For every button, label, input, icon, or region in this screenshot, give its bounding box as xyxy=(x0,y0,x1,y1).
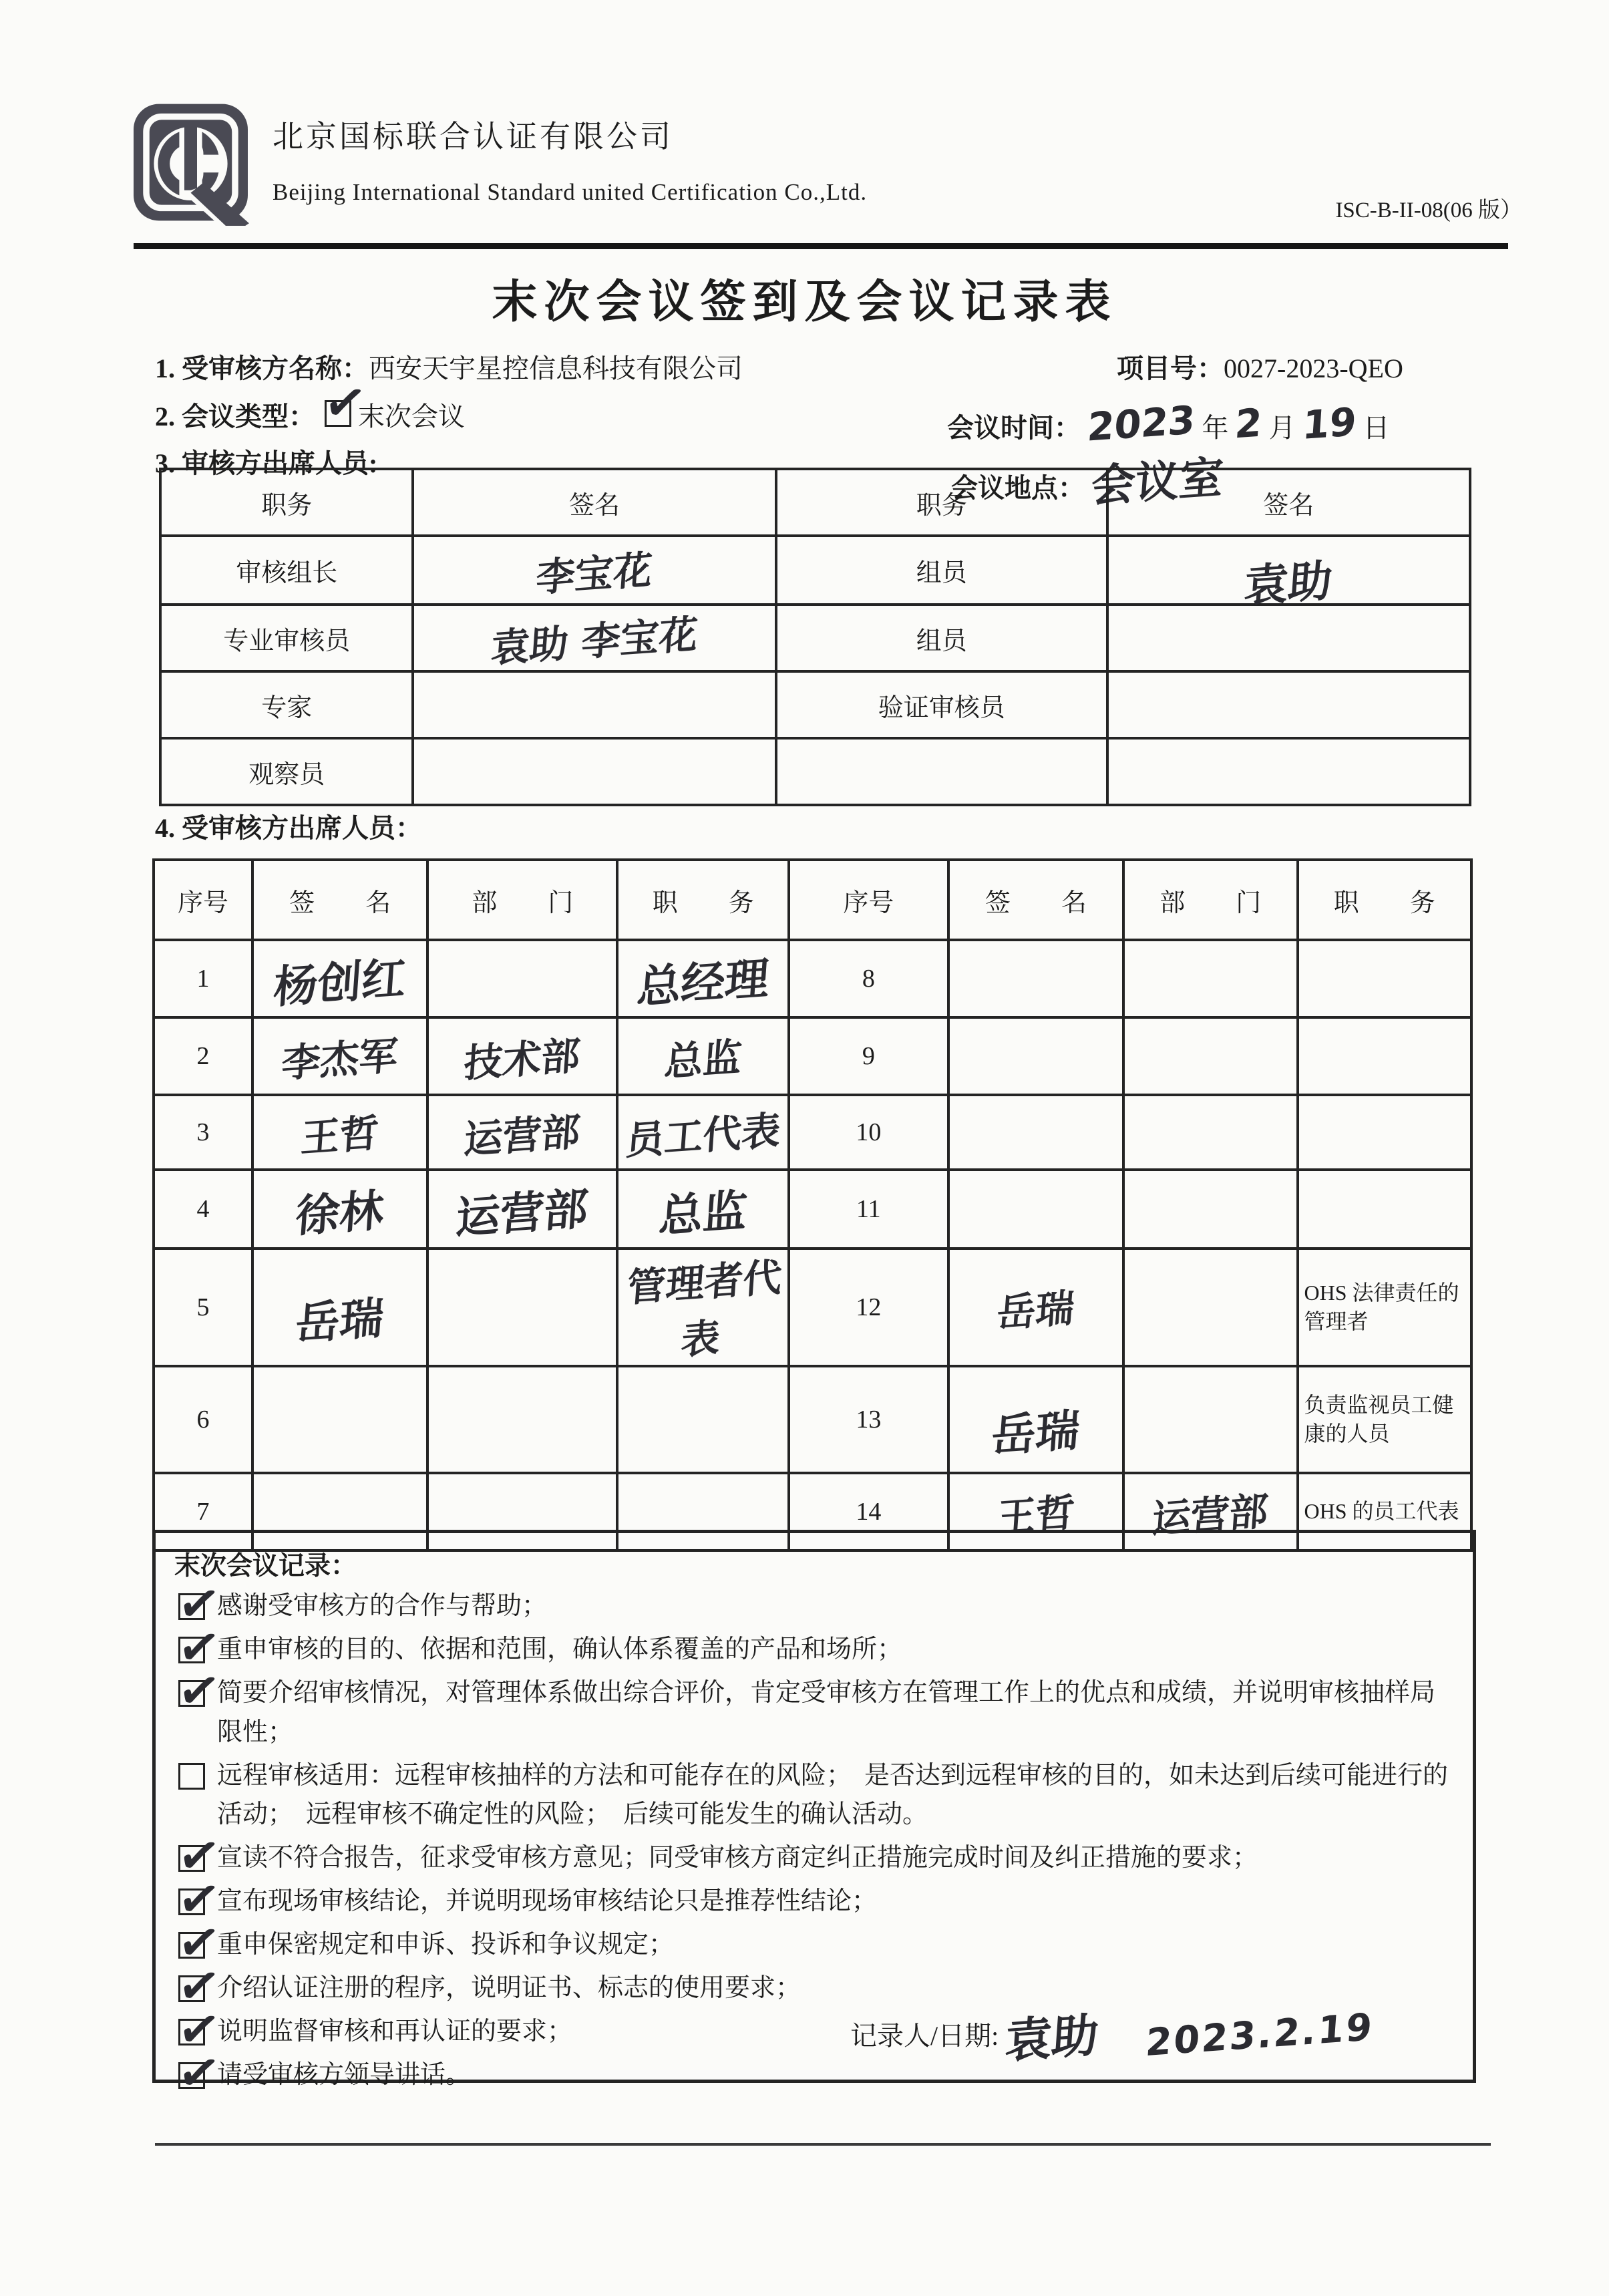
role-cell: 组员 xyxy=(776,536,1107,605)
job-cell: OHS 的员工代表 xyxy=(1298,1473,1471,1550)
signature-cell xyxy=(252,940,427,1017)
department-cell xyxy=(1123,1170,1297,1249)
record-title: 末次会议记录： xyxy=(174,1552,357,1581)
table-row xyxy=(154,1095,1471,1170)
table-row xyxy=(154,1170,1471,1249)
page-title: 末次会议签到及会议记录表 xyxy=(492,277,1117,327)
record-item-text: 宣读不符合报告，征求受审核方意见；同受审核方商定纠正措施完成时间及纠正措施的要求； xyxy=(217,1844,1258,1872)
auditee-attendees-heading: 4. 受审核方出席人员： xyxy=(155,813,422,843)
meeting-place-label: 会议地点： xyxy=(951,473,1085,503)
no-cell: 10 xyxy=(789,1095,948,1170)
col-no: 序号 xyxy=(789,860,948,940)
company-name-cn: 北京国标联合认证有限公司 xyxy=(273,120,673,154)
signature-handwriting: 王哲 xyxy=(995,1489,1076,1541)
project-no-line xyxy=(1117,347,1403,385)
record-checkbox xyxy=(178,1763,205,1790)
department-cell xyxy=(1123,940,1297,1017)
auditee-attendee-table xyxy=(152,858,1473,1552)
signature-cell xyxy=(413,605,775,671)
record-checkbox xyxy=(178,1680,205,1707)
department-cell xyxy=(427,1366,617,1473)
role-cell: 审核组长 xyxy=(160,536,413,605)
signature-cell xyxy=(1107,605,1470,671)
no-cell: 9 xyxy=(789,1017,948,1095)
audit-attendees-label: 3. 审核方出席人员: xyxy=(155,448,378,478)
signature-cell xyxy=(1107,536,1470,613)
meeting-type-line xyxy=(155,395,465,434)
job-cell xyxy=(617,1095,788,1170)
meeting-type-label: 2. 会议类型： xyxy=(155,401,315,432)
col-job: 职 务 xyxy=(617,860,788,940)
signature-cell xyxy=(948,1095,1123,1170)
signature-cell xyxy=(252,1170,427,1249)
table-row xyxy=(160,536,1470,605)
record-item xyxy=(174,1587,1454,1626)
no-cell: 1 xyxy=(154,940,252,1017)
auditee-name-label: 1. 受审核方名称： xyxy=(155,353,369,383)
col-department: 部 门 xyxy=(427,860,617,940)
meeting-place-handwriting: 会议室 xyxy=(1089,451,1226,513)
table-row xyxy=(160,605,1470,671)
role-cell: 观察员 xyxy=(160,738,413,805)
job-cell: OHS 法律责任的管理者 xyxy=(1298,1249,1471,1366)
audit-team-table xyxy=(159,468,1471,806)
table-header-row xyxy=(154,860,1471,940)
col-role: 职务 xyxy=(776,469,1107,536)
document-code: ISC-B-II-08(06 版） xyxy=(1335,198,1522,222)
department-cell xyxy=(427,1249,617,1366)
record-date-handwriting: 2023.2.19 xyxy=(1144,2005,1376,2066)
col-signature: 签 名 xyxy=(252,860,427,940)
meeting-time-line xyxy=(947,397,1390,450)
department-handwriting: 运营部 xyxy=(462,1108,582,1163)
recorder-label: 记录人/日期: xyxy=(850,2021,999,2051)
table-row xyxy=(154,940,1471,1017)
department-handwriting: 运营部 xyxy=(454,1182,590,1244)
col-department: 部 门 xyxy=(1123,860,1297,940)
meeting-type-checkbox xyxy=(325,400,351,427)
month-unit: 月 xyxy=(1268,413,1296,443)
signature-cell xyxy=(948,1249,1123,1366)
department-cell xyxy=(427,1170,617,1249)
department-cell xyxy=(1123,1095,1297,1170)
record-item xyxy=(174,1882,1454,1921)
col-job: 职 务 xyxy=(1298,860,1471,940)
signature-handwriting: 岳瑞 xyxy=(995,1285,1076,1337)
signature-cell xyxy=(252,1095,427,1170)
signature-cell xyxy=(413,738,775,805)
no-cell: 13 xyxy=(789,1366,948,1473)
closing-meeting-record-box xyxy=(152,1530,1476,2089)
meeting-time-label: 会议时间： xyxy=(947,413,1081,443)
job-cell xyxy=(1298,1017,1471,1095)
department-handwriting: 运营部 xyxy=(1150,1488,1270,1542)
table-row xyxy=(160,738,1470,805)
header-divider xyxy=(134,243,1508,249)
signature-handwriting: 岳瑞 xyxy=(294,1291,386,1350)
job-cell xyxy=(617,1017,788,1095)
signature-cell xyxy=(948,1170,1123,1249)
signature-cell xyxy=(252,1249,427,1366)
job-cell: 负责监视员工健康的人员 xyxy=(1298,1366,1471,1473)
signature-handwriting: 岳瑞 xyxy=(989,1404,1082,1462)
record-item-text: 说明监督审核和再认证的要求； xyxy=(217,2017,573,2045)
no-cell: 14 xyxy=(789,1473,948,1550)
job-handwriting: 总监 xyxy=(663,1033,743,1086)
signature-cell xyxy=(948,940,1123,1017)
table-row xyxy=(154,1017,1471,1095)
job-cell xyxy=(617,1366,788,1473)
no-cell: 11 xyxy=(789,1170,948,1249)
col-signature: 签名 xyxy=(413,469,775,536)
no-cell: 8 xyxy=(789,940,948,1017)
role-cell: 验证审核员 xyxy=(776,671,1107,738)
record-item-text: 请受审核方领导讲话。 xyxy=(217,2060,472,2089)
signature-cell xyxy=(252,1366,427,1473)
record-item-text: 感谢受审核方的合作与帮助； xyxy=(217,1592,548,1620)
job-handwriting: 员工代表 xyxy=(624,1107,782,1164)
job-cell xyxy=(1298,940,1471,1017)
meeting-year-handwriting: 2023 xyxy=(1085,397,1197,450)
table-row xyxy=(154,1249,1471,1366)
signature-handwriting: 袁助 李宝花 xyxy=(489,611,699,672)
record-item-text: 重申保密规定和申诉、投诉和争议规定； xyxy=(217,1931,675,1959)
meeting-month-handwriting: 2 xyxy=(1234,399,1264,448)
job-handwriting: 总经理 xyxy=(635,952,771,1013)
role-cell: 专业审核员 xyxy=(160,605,413,671)
meeting-type-value: 末次会议 xyxy=(358,401,465,432)
job-cell xyxy=(617,1170,788,1249)
job-handwriting: 总监 xyxy=(657,1184,749,1243)
record-item xyxy=(174,1838,1454,1878)
no-cell: 7 xyxy=(154,1473,252,1550)
meeting-day-handwriting: 19 xyxy=(1300,398,1358,449)
recorder-signature-handwriting: 袁助 xyxy=(1003,2007,1101,2070)
job-cell xyxy=(1298,1095,1471,1170)
department-handwriting: 技术部 xyxy=(462,1032,582,1087)
signature-handwriting: 徐林 xyxy=(294,1184,386,1243)
job-cell xyxy=(617,940,788,1017)
company-name-en: Beijing International Standard united Certification Co.,Ltd. xyxy=(273,179,868,205)
auditee-name-value: 西安天宇星控信息科技有限公司 xyxy=(369,353,743,383)
record-item xyxy=(174,1756,1454,1835)
signature-cell xyxy=(1107,671,1470,738)
project-no-label: 项目号： xyxy=(1117,353,1224,383)
signature-handwriting: 李杰军 xyxy=(280,1032,400,1087)
record-item xyxy=(174,1925,1454,1965)
year-unit: 年 xyxy=(1202,413,1229,443)
no-cell: 5 xyxy=(154,1249,252,1366)
no-cell: 6 xyxy=(154,1366,252,1473)
record-item xyxy=(174,1673,1454,1752)
record-item-text: 介绍认证注册的程序，说明证书、标志的使用要求； xyxy=(217,1974,801,2003)
department-cell xyxy=(1123,1017,1297,1095)
record-item-text: 简要介绍审核情况，对管理体系做出综合评价，肯定受审核方在管理工作上的优点和成绩，并说明审核抽样局限性； xyxy=(217,1678,1436,1746)
day-unit: 日 xyxy=(1363,413,1390,443)
signature-cell xyxy=(948,1366,1123,1473)
role-cell: 专家 xyxy=(160,671,413,738)
col-signature: 签名 xyxy=(1107,469,1470,536)
job-handwriting: 管理者代表 xyxy=(626,1254,784,1363)
record-item-text: 远程审核适用：远程审核抽样的方法和可能存在的风险； 是否达到远程审核的目的，如未达到后续可能进行的活动； 远程审核不确定性的风险； 后续可能发生的确认活动。 xyxy=(217,1761,1449,1829)
footer-divider xyxy=(155,2143,1491,2146)
no-cell: 2 xyxy=(154,1017,252,1095)
col-signature: 签 名 xyxy=(948,860,1123,940)
signature-cell xyxy=(1107,738,1470,805)
department-cell xyxy=(427,940,617,1017)
auditee-name-line xyxy=(155,347,743,385)
record-item xyxy=(174,1630,1454,1669)
department-cell xyxy=(1123,1366,1297,1473)
project-no-value: 0027-2023-QEO xyxy=(1224,353,1403,383)
record-item-text: 宣布现场审核结论，并说明现场审核结论只是推荐性结论； xyxy=(217,1887,878,1916)
signature-cell xyxy=(413,536,775,605)
signature-cell xyxy=(948,1017,1123,1095)
role-cell xyxy=(776,738,1107,805)
no-cell: 12 xyxy=(789,1249,948,1366)
col-role: 职务 xyxy=(160,469,413,536)
signature-handwriting: 袁助 xyxy=(1242,554,1334,613)
signature-handwriting: 王哲 xyxy=(299,1110,381,1162)
signature-cell xyxy=(252,1017,427,1095)
signature-handwriting: 杨创红 xyxy=(272,952,408,1013)
role-cell: 组员 xyxy=(776,605,1107,671)
col-no: 序号 xyxy=(154,860,252,940)
record-checkbox xyxy=(178,2062,205,2089)
department-cell xyxy=(1123,1249,1297,1366)
recorder-line xyxy=(850,2001,1375,2068)
department-cell xyxy=(427,1095,617,1170)
job-cell xyxy=(1298,1170,1471,1249)
table-row xyxy=(154,1366,1471,1473)
no-cell: 4 xyxy=(154,1170,252,1249)
table-row xyxy=(160,671,1470,738)
signature-handwriting: 李宝花 xyxy=(534,546,654,601)
job-cell xyxy=(617,1249,788,1366)
no-cell: 3 xyxy=(154,1095,252,1170)
certification-logo-icon xyxy=(122,99,259,226)
table-header-row xyxy=(160,469,1470,536)
record-item-text: 重申审核的目的、依据和范围，确认体系覆盖的产品和场所； xyxy=(217,1635,903,1663)
department-cell xyxy=(427,1017,617,1095)
signature-cell xyxy=(413,671,775,738)
